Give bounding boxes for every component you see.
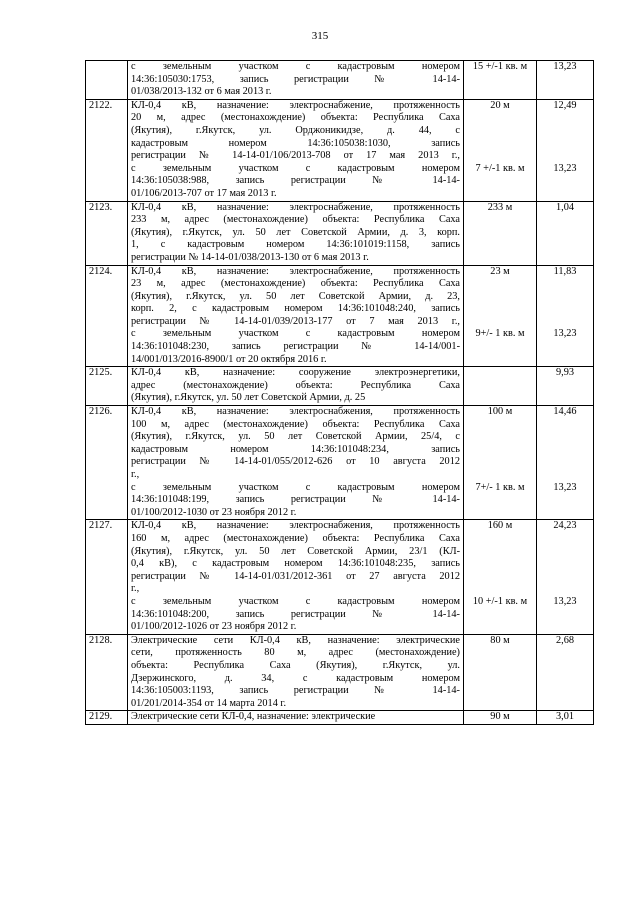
description-line: КЛ-0,4 кВ, назначение: электроснабжение, протяженность	[131, 265, 460, 277]
description-line: кадастровым номером 14:36:105038:1030, запись	[131, 137, 460, 149]
cell-spacer	[540, 138, 590, 151]
description-line: Дзержинского, д. 34, с кадастровым номером	[131, 672, 460, 684]
description-line: 14:36:105030:1753, запись регистрации № 14-14-	[131, 73, 460, 85]
description-line: с земельным участком с кадастровым номером	[131, 481, 460, 493]
table-row	[86, 99, 594, 201]
object-value	[537, 61, 594, 100]
object-extent	[464, 367, 537, 406]
object-description	[128, 201, 464, 265]
description-line: сети, протяженность 80 м, адрес (местонахождение)	[131, 647, 460, 659]
description-line: 20 м, адрес (местонахождение) объекта: Республика Саха	[131, 112, 460, 124]
table-row	[86, 201, 594, 265]
description-line: г.,	[131, 469, 140, 480]
extent-value: 233 м	[487, 201, 513, 213]
cell-spacer	[540, 291, 590, 304]
description-line: с земельным участком с кадастровым номером	[131, 162, 460, 174]
cell-spacer	[540, 444, 590, 457]
cell-spacer	[467, 112, 533, 125]
object-extent	[464, 520, 537, 634]
description-line: 14:36:101048:200, запись регистрации № 14-14-	[131, 608, 460, 620]
description-line: 233 м, адрес (местонахождение) объекта: Республика Саха	[131, 214, 460, 226]
extent-value: 80 м	[490, 634, 510, 646]
description-line: объекта: Республика Саха (Якутия), г.Якутск, ул.	[131, 659, 460, 671]
description-line: 14:36:105003:1193, запись регистрации № 14-14-	[131, 685, 460, 697]
cell-spacer	[467, 316, 533, 329]
cell-spacer	[467, 558, 533, 571]
table-row	[86, 634, 594, 711]
description-line: г.,	[131, 583, 140, 595]
object-extent	[464, 99, 537, 201]
value-amount: 14,46	[553, 406, 577, 418]
object-value	[537, 265, 594, 367]
registry-table-body	[86, 61, 594, 725]
object-description	[128, 367, 464, 406]
table-row	[86, 520, 594, 634]
extent-value: 90 м	[490, 711, 510, 723]
description-line: регистрации № 14-14-01/031/2012-361 от 27 августа 2012	[131, 570, 460, 582]
object-value	[537, 406, 594, 520]
value-amount: 13,23	[553, 162, 577, 174]
object-value	[537, 520, 594, 634]
cell-spacer	[540, 571, 590, 584]
description-line: (Якутия), г.Якутск, ул. Орджоникидзе, д. 44, с	[131, 124, 460, 136]
object-extent	[464, 61, 537, 100]
object-description	[128, 99, 464, 201]
description-line: 01/038/2013-132 от 6 мая 2013 г.	[131, 86, 272, 98]
cell-spacer	[540, 278, 590, 291]
table-row	[86, 406, 594, 520]
description-line: 100 м, адрес (местонахождение) объекта: Республика Саха	[131, 418, 460, 430]
description-line: регистрации № 14-14-01/039/2013-177 от 7 мая 2013 г.,	[131, 315, 460, 327]
description-line: 14:36:105038:988, запись регистрации № 14-14-	[131, 175, 460, 187]
extent-value: 100 м	[487, 406, 513, 418]
description-line: регистрации № 14-14-01/055/2012-626 от 10 августа 2012	[131, 456, 460, 468]
cell-spacer	[540, 303, 590, 316]
object-extent	[464, 265, 537, 367]
cell-spacer	[467, 546, 533, 559]
cell-spacer	[467, 431, 533, 444]
value-amount: 11,83	[553, 265, 577, 277]
description-line: КЛ-0,4 кВ, назначение: электроснабжения, протяженность	[131, 520, 460, 532]
description-line: (Якутия), г.Якутск, ул. 50 лет Советской Армии, 25/4, с	[131, 431, 460, 443]
table-row	[86, 367, 594, 406]
row-number: 2122.	[86, 99, 128, 201]
object-extent	[464, 634, 537, 711]
object-value	[537, 634, 594, 711]
extent-value: 20 м	[490, 99, 510, 111]
table-row	[86, 61, 594, 100]
object-extent	[464, 711, 537, 725]
row-number: 2129.	[86, 711, 128, 725]
object-description	[128, 520, 464, 634]
object-value	[537, 201, 594, 265]
description-line: 14/001/013/2016-8900/1 от 20 октября 2016 г.	[131, 353, 327, 365]
value-amount: 12,49	[553, 99, 577, 111]
object-description	[128, 634, 464, 711]
description-line: Электрические сети КЛ-0,4 кВ, назначение: электрические	[131, 634, 460, 646]
extent-value: 23 м	[490, 265, 510, 277]
description-line: 1, с кадастровым номером 14:36:101019:1158, запись	[131, 239, 460, 251]
cell-spacer	[540, 583, 590, 596]
row-number: 2126.	[86, 406, 128, 520]
description-line: 14:36:101048:199, запись регистрации № 14-14-	[131, 494, 460, 506]
cell-spacer	[467, 291, 533, 304]
cell-spacer	[540, 419, 590, 432]
cell-spacer	[540, 316, 590, 329]
row-number: 2125.	[86, 367, 128, 406]
table-row	[86, 265, 594, 367]
description-line: кадастровым номером 14:36:101048:234, запись	[131, 443, 460, 455]
cell-spacer	[467, 444, 533, 457]
value-amount: 13,23	[553, 595, 577, 607]
description-line: 01/100/2012-1026 от 23 ноября 2012 г.	[131, 621, 297, 633]
description-line: 01/201/2014-354 от 14 марта 2014 г.	[131, 697, 287, 709]
object-description	[128, 711, 464, 725]
object-extent	[464, 406, 537, 520]
description-line: с земельным участком с кадастровым номером	[131, 61, 460, 72]
description-line: КЛ-0,4 кВ, назначение: электроснабжение, протяженность	[131, 201, 460, 213]
object-description	[128, 61, 464, 100]
description-line: 01/106/2013-707 от 17 мая 2013 г.	[131, 187, 277, 199]
value-amount: 13,23	[553, 61, 577, 72]
extent-value: 7+/- 1 кв. м	[475, 481, 525, 493]
value-amount: 3,01	[555, 711, 575, 723]
value-amount: 13,23	[553, 328, 577, 340]
description-line: КЛ-0,4 кВ, назначение: электроснабжения, протяженность	[131, 406, 460, 418]
object-value	[537, 367, 594, 406]
row-number: 2123.	[86, 201, 128, 265]
value-amount: 9,93	[555, 367, 575, 379]
description-line: 14:36:101048:230, запись регистрации № 14-14/001-	[131, 341, 460, 353]
value-amount: 2,68	[555, 634, 575, 646]
description-line: регистрации № 14-14-01/106/2013-708 от 17 мая 2013 г.,	[131, 150, 460, 162]
cell-spacer	[467, 125, 533, 138]
description-line: с земельным участком с кадастровым номером	[131, 328, 460, 340]
cell-spacer	[467, 533, 533, 546]
description-line: Электрические сети КЛ-0,4, назначение: электрические	[131, 711, 376, 723]
registry-table	[85, 60, 594, 725]
extent-value: 7 +/-1 кв. м	[475, 162, 525, 174]
extent-value: 15 +/-1 кв. м	[472, 61, 528, 72]
object-extent	[464, 201, 537, 265]
description-line: 160 м, адрес (местонахождение) объекта: Республика Саха	[131, 532, 460, 544]
row-number: 2128.	[86, 634, 128, 711]
cell-spacer	[540, 469, 590, 482]
row-number	[86, 61, 128, 100]
cell-spacer	[467, 278, 533, 291]
description-line: 0,4 кВ), с кадастровым номером 14:36:101048:235, запись	[131, 558, 460, 570]
object-value	[537, 711, 594, 725]
object-description	[128, 406, 464, 520]
cell-spacer	[467, 150, 533, 163]
cell-spacer	[540, 558, 590, 571]
cell-spacer	[540, 546, 590, 559]
cell-spacer	[467, 303, 533, 316]
description-line: 01/100/2012-1030 от 23 ноября 2012 г.	[131, 506, 297, 518]
cell-spacer	[467, 456, 533, 469]
cell-spacer	[540, 150, 590, 163]
cell-spacer	[540, 112, 590, 125]
cell-spacer	[467, 367, 533, 380]
cell-spacer	[467, 571, 533, 584]
value-amount: 13,23	[553, 481, 577, 493]
table-row	[86, 711, 594, 725]
row-number: 2124.	[86, 265, 128, 367]
description-line: КЛ-0,4 кВ, назначение: сооружение электроэнергетики,	[131, 367, 460, 379]
description-line: (Якутия), г.Якутск, ул. 50 лет Советской Армии, д. 25	[131, 392, 366, 404]
row-number: 2127.	[86, 520, 128, 634]
cell-spacer	[467, 469, 533, 482]
value-amount: 1,04	[555, 201, 575, 213]
cell-spacer	[467, 138, 533, 151]
description-line: КЛ-0,4 кВ, назначение: электроснабжение, протяженность	[131, 99, 460, 111]
extent-value: 160 м	[487, 520, 513, 532]
description-line: (Якутия), г.Якутск, ул. 50 лет Советской Армии, 23/1 (КЛ-	[131, 545, 460, 557]
description-line: корп. 2, с кадастровым номером 14:36:101048:240, запись	[131, 303, 460, 315]
description-line: 23 м, адрес (местонахождение) объекта: Республика Саха	[131, 278, 460, 290]
cell-spacer	[467, 583, 533, 596]
description-line: с земельным участком с кадастровым номером	[131, 595, 460, 607]
cell-spacer	[540, 125, 590, 138]
description-line: (Якутия), г.Якутск, ул. 50 лет Советской Армии, д. 23,	[131, 290, 460, 302]
cell-spacer	[467, 419, 533, 432]
cell-spacer	[540, 431, 590, 444]
page-number: 315	[311, 30, 329, 42]
object-value	[537, 99, 594, 201]
description-line: регистрации № 14-14-01/038/2013-130 от 6 мая 2013 г.	[131, 251, 369, 263]
description-line: адрес (местонахождение) объекта: Республика Саха	[131, 379, 460, 391]
description-line: (Якутия), г.Якутск, ул. 50 лет Советской Армии, д. 3, корп.	[131, 226, 460, 238]
object-description	[128, 265, 464, 367]
extent-value: 9+/- 1 кв. м	[475, 328, 525, 340]
cell-spacer	[540, 456, 590, 469]
value-amount: 24,23	[553, 520, 577, 532]
cell-spacer	[540, 533, 590, 546]
extent-value: 10 +/-1 кв. м	[472, 595, 528, 607]
